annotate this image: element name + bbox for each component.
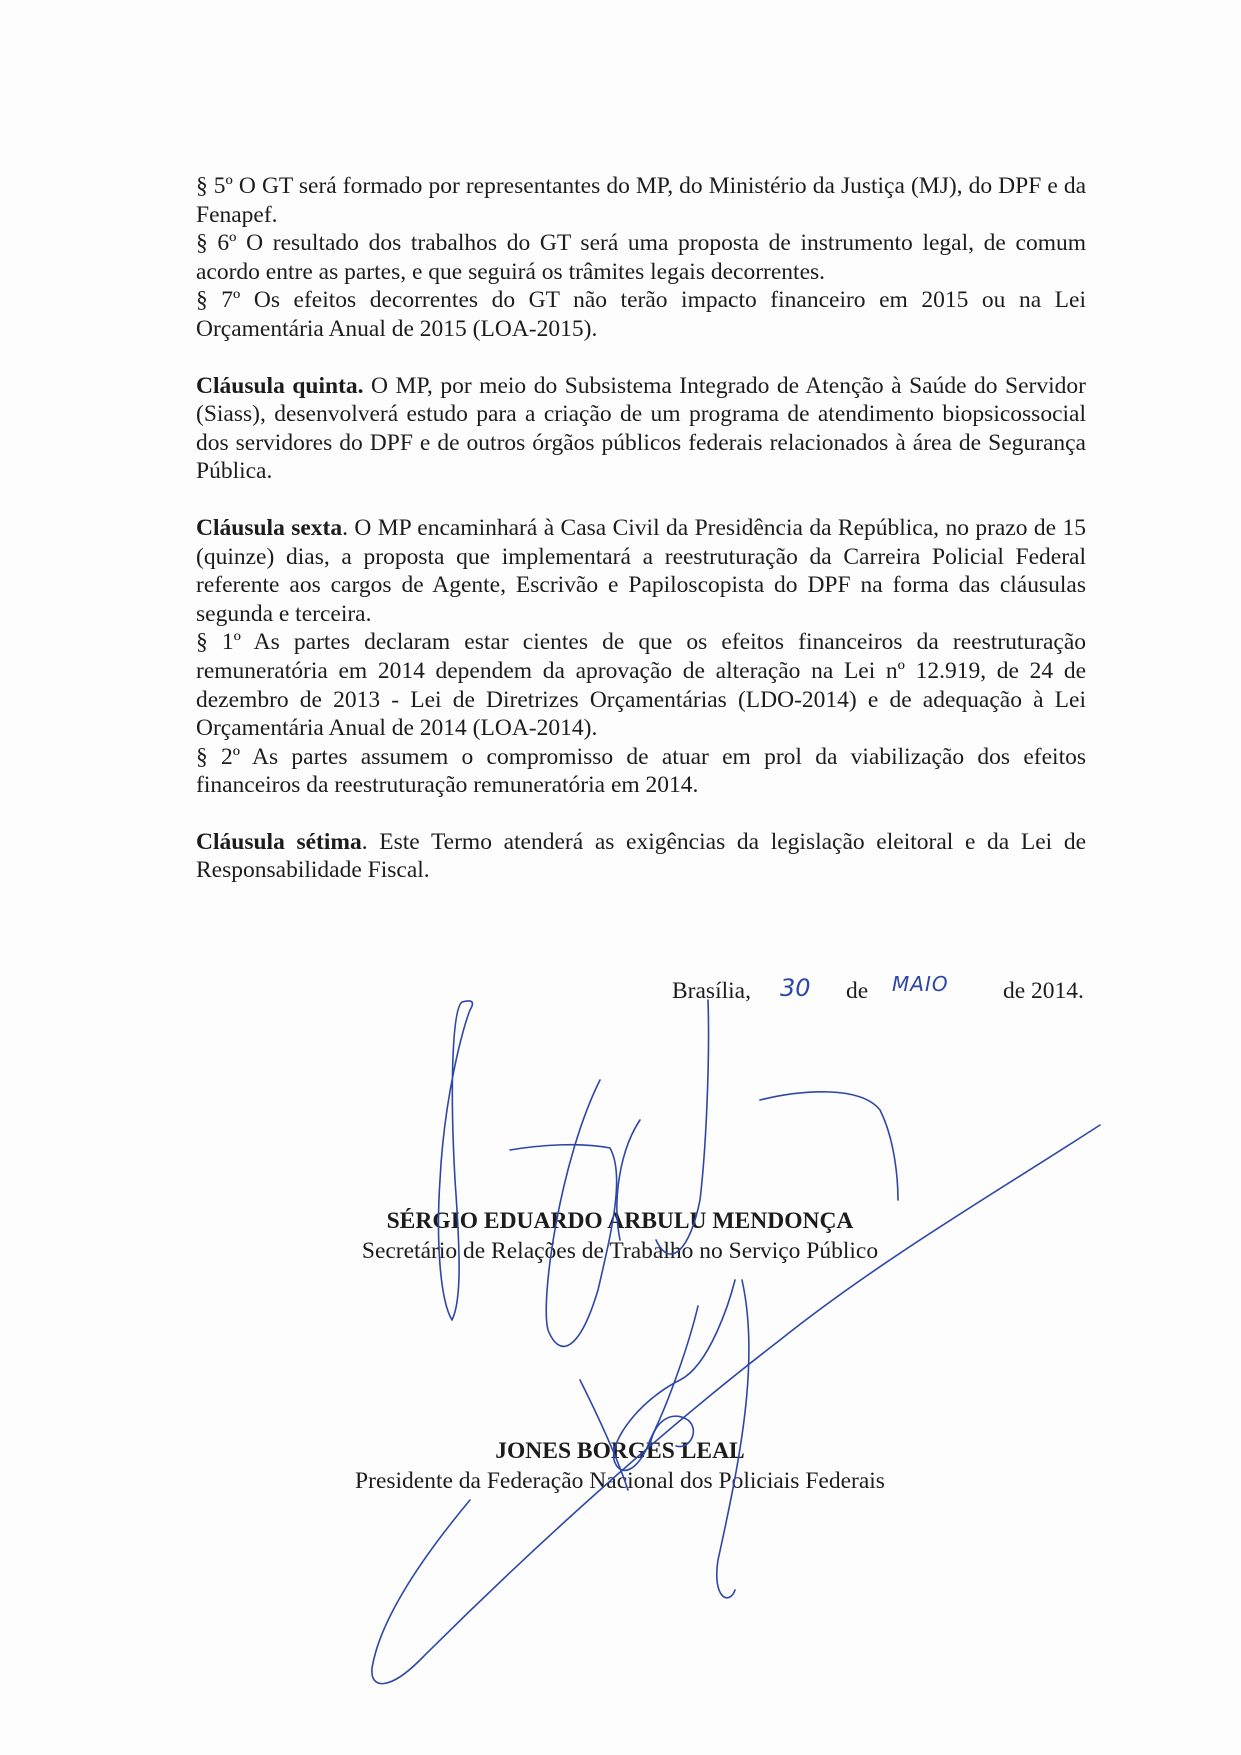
date-city: Brasília,	[672, 978, 751, 1004]
paragraph-gt-composition: § 5º O GT será formado por representantes do MP, do Ministério da Justiça (MJ), do DPF e da Fenapef.	[196, 173, 1086, 228]
clause-fifth: Cláusula quinta. O MP, por meio do Subsistema Integrado de Atenção à Saúde do Servidor (Siass), desenvolverá estudo para a criação de um programa de atendimento biopsicossocial dos servidores do DPF e de outros órgãos públicos federais relacionados à área de Segurança Pública.	[196, 372, 1086, 485]
clause-sixth: Cláusula sexta. O MP encaminhará à Casa Civil da Presidência da República, no prazo de 15 (quinze) dias, a proposta que implementará a reestruturação da Carreira Policial Federal referente aos cargos de Agente, Escrivão e Papiloscopista do DPF na forma das cláusulas segunda e terceira.	[196, 514, 1087, 627]
date-month-handwritten: MAIO	[892, 972, 949, 996]
signature-block-jones	[320, 1436, 920, 1496]
paragraph-gt-effects: § 7º Os efeitos decorrentes do GT não terão impacto financeiro em 2015 ou na Lei Orçamentária Anual de 2015 (LOA-2015).	[196, 287, 1086, 342]
clause-sixth-heading: Cláusula sexta	[196, 514, 343, 541]
date-line	[672, 972, 1088, 1012]
signature-sergio-loop	[439, 1001, 473, 1320]
date-year: de 2014.	[1003, 978, 1084, 1004]
signatory-name: JONES BORGES LEAL	[495, 1438, 745, 1464]
signatory-name: SÉRGIO EDUARDO ARBULU MENDONÇA	[386, 1208, 854, 1234]
clause-seventh-heading: Cláusula sétima	[196, 828, 362, 855]
date-of: de	[846, 978, 869, 1004]
paragraph-financial-effects: § 1º As partes declaram estar cientes de que os efeitos financeiros da reestruturação remuneratória em 2014 dependem da aprovação de alteração na Lei nº 12.919, de 24 de dezembro de 2013 - Lei de Diretrizes Orçamentárias (LDO-2014) e de adequação à Lei Orçamentária Anual de 2014 (LOA-2014).	[196, 629, 1086, 742]
signatory-title: Secretário de Relações de Trabalho no Serviço Público	[361, 1238, 879, 1264]
paragraph-gt-result: § 6º O resultado dos trabalhos do GT será uma proposta de instrumento legal, de comum acordo entre as partes, e que seguirá os trâmites legais decorrentes.	[196, 230, 1086, 285]
date-day-handwritten: 30	[780, 974, 811, 1002]
clause-fifth-heading: Cláusula quinta.	[196, 372, 364, 399]
signature-sergio-stroke	[760, 1092, 898, 1200]
document-body	[196, 172, 1086, 885]
paragraph-commitment: § 2º As partes assumem o compromisso de atuar em prol da viabilização dos efeitos financeiros da reestruturação remuneratória em 2014.	[196, 743, 1086, 799]
signatory-title: Presidente da Federação Nacional dos Policiais Federais	[355, 1468, 885, 1494]
clause-seventh: Cláusula sétima. Este Termo atenderá as exigências da legislação eleitoral e da Lei de Responsabilidade Fiscal.	[196, 828, 1086, 884]
signature-block-sergio	[320, 1206, 920, 1266]
